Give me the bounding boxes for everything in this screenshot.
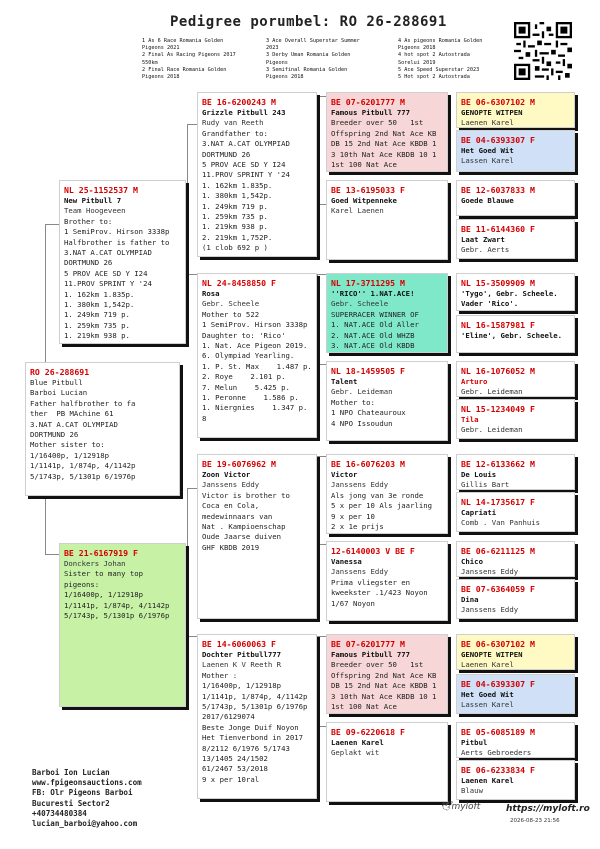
card-text: Breeder over 50 1st Offspring 2nd Nat Ace KB DB 15 2nd Nat Ace KBDB 1 3 10th Nat Ace KBDB 10 1 1st 100 Nat Ace [331, 660, 437, 712]
connector-line [45, 554, 59, 555]
g3-card-5[interactable] [326, 454, 448, 534]
pigeon-name: ''RICO'' 1.NAT.ACE! [331, 289, 415, 298]
connector-line [187, 488, 197, 489]
connector-line [317, 726, 326, 727]
ring-number: BE 12-6037833 M [461, 185, 535, 195]
pigeon-name: Vanessa [331, 557, 362, 566]
sire-sire-card[interactable] [197, 92, 317, 257]
pigeon-name: Victor [331, 470, 358, 479]
ring-number: NL 24-8458850 F [202, 278, 276, 288]
ring-number: NL 16-1587981 F [461, 320, 535, 330]
connector-line [317, 636, 326, 637]
connector-line [317, 96, 326, 97]
connector-line [317, 96, 318, 204]
subject-pigeon-card[interactable] [25, 362, 180, 496]
connector-line [187, 636, 197, 637]
g3-card-2[interactable] [326, 180, 448, 260]
pigeon-name: Laat Zwart [461, 235, 505, 244]
g4-card-12[interactable] [456, 579, 575, 619]
dam-sire-card[interactable] [197, 454, 317, 619]
pigeon-name: Pitbul [461, 738, 488, 747]
ring-number: BE 16-6200243 M [202, 97, 276, 107]
pigeon-name: GENOPTE WITPEN [461, 650, 523, 659]
connector-line [317, 456, 326, 457]
pigeon-name: Grizzle Pitbull 243 [202, 108, 286, 117]
myloft-logo: 🕊myloft [440, 802, 481, 812]
breeder: Geplakt wit [331, 748, 380, 758]
breeder: Gebr. Leideman [461, 387, 523, 397]
breeder: Janssens Eddy [202, 480, 260, 490]
breeder: Blauw [461, 786, 483, 796]
ring-number: BE 04-6393307 F [461, 135, 535, 145]
ring-number: BE 06-6211125 M [461, 546, 535, 556]
pigeon-name: Rosa [202, 289, 220, 298]
pigeon-name: Het Goed Wit [461, 146, 514, 155]
breeder: Team Hoogeveen [64, 206, 126, 216]
breeder: Gebr. Scheele [202, 299, 260, 309]
card-text: Brother to: 1 SemiProv. Hirson 3338p Halfbrother is father to 3.NAT A.CAT OLYMPIAD DORTMUND 26 5 PROV ACE SD Y I24 11.PROV SPRINT Y '24 1. 162km 1.835p. 1. 380km 1,542p. 1. 249km 719 p. 1. 259km 735 p. 1. 219km 938 p. [64, 216, 170, 341]
connector-line [317, 274, 318, 364]
achievements-col-2: 3 Ace Overall Superstar Summer 2023 3 Derby Uman Romania Golden Pigeons 3 Semifinal Romania Golden Pigeons 2018 [266, 38, 360, 81]
card-text: Mother to: 1 NPO Chateauroux 4 NPO Issoudun [331, 397, 406, 428]
pigeon-name: De Louis [461, 470, 497, 479]
g3-card-8[interactable] [326, 722, 448, 802]
pigeon-name: Tila [461, 415, 479, 424]
card-text: Grandfather to: 3.NAT A.CAT OLYMPIAD DORTMUND 26 5 PROV ACE SD Y I24 11.PROV SPRINT Y '24 1. 162km 1.835p. 1. 380km 1,542p. 1. 249km 719 p. 1. 259km 735 p. 1. 219km 938 p. 2. 219km 1,752P. (1 clob 692 p ) [202, 128, 290, 253]
connector-line [187, 124, 188, 274]
connector-line [45, 224, 46, 362]
ring-number: NL 17-3711295 M [331, 278, 405, 288]
ring-number: NL 16-1076052 M [461, 366, 535, 376]
pigeon-name: Arturo [461, 377, 488, 386]
website-link[interactable]: www.fpigeonsauctions.com [32, 778, 142, 788]
g4-card-9[interactable] [456, 454, 575, 490]
ring-number: BE 07-6201777 M [331, 639, 405, 649]
g4-card-7[interactable] [456, 361, 575, 397]
connector-line [317, 364, 326, 365]
card-text: SUPERRACER WINNER OF 1. NAT.ACE Old Aller 2. NAT.ACE Old WHZB 3. NAT.ACE Old KBDB [331, 309, 419, 351]
card-text: Victor is brother to Coca en Cola, medewinnaars van Nat . Kampioenschap Oude Jaarse duiven GHF KBDB 2019 [202, 490, 290, 552]
pigeon-name: Capriati [461, 508, 497, 517]
card-text: Breeder over 50 1st Offspring 2nd Nat Ace KB DB 15 2nd Nat Ace KBDB 1 3 10th Nat Ace KBDB 10 1 1st 100 Nat Ace [331, 118, 437, 170]
ring-number: RO 26-288691 [30, 367, 90, 377]
pigeon-name: New Pitbull 7 [64, 196, 122, 205]
ring-number: BE 04-6393307 F [461, 679, 535, 689]
g4-card-8[interactable] [456, 399, 575, 439]
ring-number: NL 15-1234049 F [461, 404, 535, 414]
breeder: Gebr. Leideman [461, 425, 523, 435]
ring-number: BE 13-6195033 F [331, 185, 405, 195]
g4-card-4[interactable] [456, 219, 575, 259]
g3-card-4[interactable] [326, 361, 448, 441]
ring-number: BE 06-6307102 M [461, 639, 535, 649]
connector-line [45, 224, 59, 225]
card-text: Blue Pitbull Barboi Lucian Father halfbrother to fa ther PB MAchine 61 3.NAT A.CAT OLYMPIAD DORTMUND 26 Mother sister to: 1/16400p, 1/12918p 1/1141p, 1/874p, 4/1142p 5/1743p, 5/1301p 6/1976p [30, 378, 136, 481]
pigeon-name: Famous Pitbull 777 [331, 108, 411, 117]
page-title: Pedigree porumbel: RO 26-288691 [170, 14, 447, 30]
dam-card[interactable] [59, 543, 186, 707]
pigeon-name: Chico [461, 557, 483, 566]
ring-number: BE 05-6085189 M [461, 727, 535, 737]
g4-card-11[interactable] [456, 541, 575, 577]
breeder: Gebr. Scheele [331, 299, 389, 309]
ring-number: BE 07-6201777 M [331, 97, 405, 107]
achievements-col-3: 4 As pigeons Romania Golden Pigeons 2018 4 hot spot 2 Autostrada Sorelui 2019 5 Ace Speed Superstar 2023 5 Hot spot 2 Autostrada [398, 38, 483, 81]
breeder: Janssens Eddy [461, 605, 519, 615]
ring-number: 12-6140003 V BE F [331, 546, 415, 556]
pigeon-name: Famous Pitbull 777 [331, 650, 411, 659]
breeder: Laenen Karel [461, 118, 514, 128]
g4-card-1[interactable] [456, 92, 575, 128]
g4-card-2[interactable] [456, 130, 575, 172]
ring-number: NL 18-1459505 F [331, 366, 405, 376]
ring-number: BE 07-6364059 F [461, 584, 535, 594]
breeder: Lassen Karel [461, 700, 514, 710]
pigeon-logo-icon: 🕊 [440, 802, 452, 812]
owner-contact: Barboi Ion Lucian www.fpigeonsauctions.com FB: Olr Pigeons Barboi Bucuresti Sector2 +40734480384 lucian_barboi@yahoo.com [32, 768, 142, 829]
pigeon-name: Dochter Pitbull777 [202, 650, 282, 659]
ring-number: BE 21-6167919 F [64, 548, 138, 558]
g4-card-13[interactable] [456, 634, 575, 670]
pigeon-name: Zoon Victor [202, 470, 251, 479]
breeder: Laenen Karel [461, 660, 514, 670]
breeder: Gillis Bart [461, 480, 510, 490]
breeder: Laenen K V Reeth R [202, 660, 282, 670]
ring-number: BE 12-6133662 M [461, 459, 535, 469]
g4-card-3[interactable] [456, 180, 575, 216]
connector-line [317, 636, 318, 726]
pigeon-name: 'Eline', Gebr. Scheele. [461, 331, 563, 340]
sire-card[interactable] [59, 180, 186, 344]
g4-card-16[interactable] [456, 760, 575, 800]
g4-card-6[interactable] [456, 315, 575, 353]
pigeon-name: Goed Witpenneke [331, 196, 397, 205]
pigeon-name: Het Goed Wit [461, 690, 514, 699]
connector-line [317, 274, 326, 275]
connector-line [317, 544, 326, 545]
card-text: Mother to 522 1 SemiProv. Hirson 3338p Daughter to: 'Rico' 1. Nat. Ace Pigeon 2019. 6. Olympiad Yearling. 1. P. St. Max 1.487 p. 2. Roye 2.101 p. 7. Melun 5.425 p. 1. Peronne 1.586 p. 1. Niergnies 1.347 p. 8 [202, 309, 312, 423]
breeder: Comb . Van Panhuis [461, 518, 541, 528]
pigeon-name: Talent [331, 377, 358, 386]
ring-number: NL 15-3509909 M [461, 278, 535, 288]
ring-number: BE 19-6076962 M [202, 459, 276, 469]
breeder: Karel Laenen [331, 206, 384, 216]
breeder: Rudy van Reeth [202, 118, 264, 128]
email-link[interactable]: lucian_barboi@yahoo.com [32, 819, 138, 829]
site-link[interactable]: https://myloft.ro [506, 804, 590, 814]
card-text: Mother : 1/16400p, 1/12918p 1/1141p, 1/874p, 4/1142p 5/1743p, 5/1301p 6/1976p 2017/6129074 Beste Jonge Duif Noyon Het Tienverbond in 2017 8/2112 6/1976 5/1743 13/1405 24/1502 61/2467 53/2018 9 x per 10ral [202, 670, 308, 784]
connector-line [187, 124, 197, 125]
connector-line [317, 456, 318, 544]
card-text: Als jong van 3e ronde 5 x per 10 Als jaarling 9 x per 10 2 x 1e prijs [331, 490, 433, 532]
ring-number: BE 14-6060063 F [202, 639, 276, 649]
breeder: Aerts Gebroeders [461, 748, 532, 758]
ring-number: BE 09-6220618 F [331, 727, 405, 737]
ring-number: NL 14-1735617 F [461, 497, 535, 507]
dam-dam-card[interactable] [197, 634, 317, 799]
ring-number: BE 06-6307102 M [461, 97, 535, 107]
card-text: Sister to many top pigeons: 1/16400p, 1/12918p 1/1141p, 1/874p, 4/1142p 5/1743p, 5/1301p 6/1976p [64, 569, 170, 621]
ring-number: BE 06-6233834 F [461, 765, 535, 775]
breeder: Donckers Johan [64, 559, 126, 568]
pigeon-name: Goede Blauwe [461, 196, 514, 205]
breeder: Gebr. Leideman [331, 387, 393, 397]
connector-line [317, 204, 326, 205]
pigeon-name: 'Tygo', Gebr. Scheele. Vader 'Rico'. [461, 289, 558, 309]
g3-card-7[interactable] [326, 634, 448, 714]
pigeon-name: Laenen Karel [461, 776, 514, 785]
ring-number: BE 11-6144360 F [461, 224, 535, 234]
pigeon-name: GENOPTE WITPEN [461, 108, 523, 117]
breeder: Janssens Eddy [331, 480, 389, 490]
connector-line [187, 488, 188, 636]
connector-line [187, 274, 197, 275]
g4-card-5[interactable] [456, 273, 575, 311]
sire-dam-card[interactable] [197, 273, 317, 438]
pigeon-name: Laenen Karel [331, 738, 384, 747]
g4-card-10[interactable] [456, 492, 575, 532]
g3-card-3[interactable] [326, 273, 448, 353]
qr-code-icon [514, 22, 572, 80]
g3-card-6[interactable] [326, 541, 448, 621]
connector-line [45, 496, 46, 554]
achievements-col-1: 1 As 6 Race Romania Golden Pigeons 2021 2 Final As Racing Pigeons 2017 550km 2 Final Race Romania Golden Pigeons 2018 [142, 38, 236, 81]
ring-number: NL 25-1152537 M [64, 185, 138, 195]
breeder: Janssens Eddy [331, 567, 389, 577]
card-text: Prima vliegster en kweekster .1/423 Noyon 1/67 Noyon [331, 577, 428, 608]
ring-number: BE 16-6076203 M [331, 459, 405, 469]
breeder: Gebr. Aerts [461, 245, 510, 255]
g4-card-15[interactable] [456, 722, 575, 758]
print-date: 2026-08-23 21:56 [510, 818, 560, 824]
breeder: Janssens Eddy [461, 567, 519, 577]
pigeon-name: Dina [461, 595, 479, 604]
breeder: Lassen Karel [461, 156, 514, 166]
g4-card-14[interactable] [456, 674, 575, 714]
g3-card-1[interactable] [326, 92, 448, 172]
